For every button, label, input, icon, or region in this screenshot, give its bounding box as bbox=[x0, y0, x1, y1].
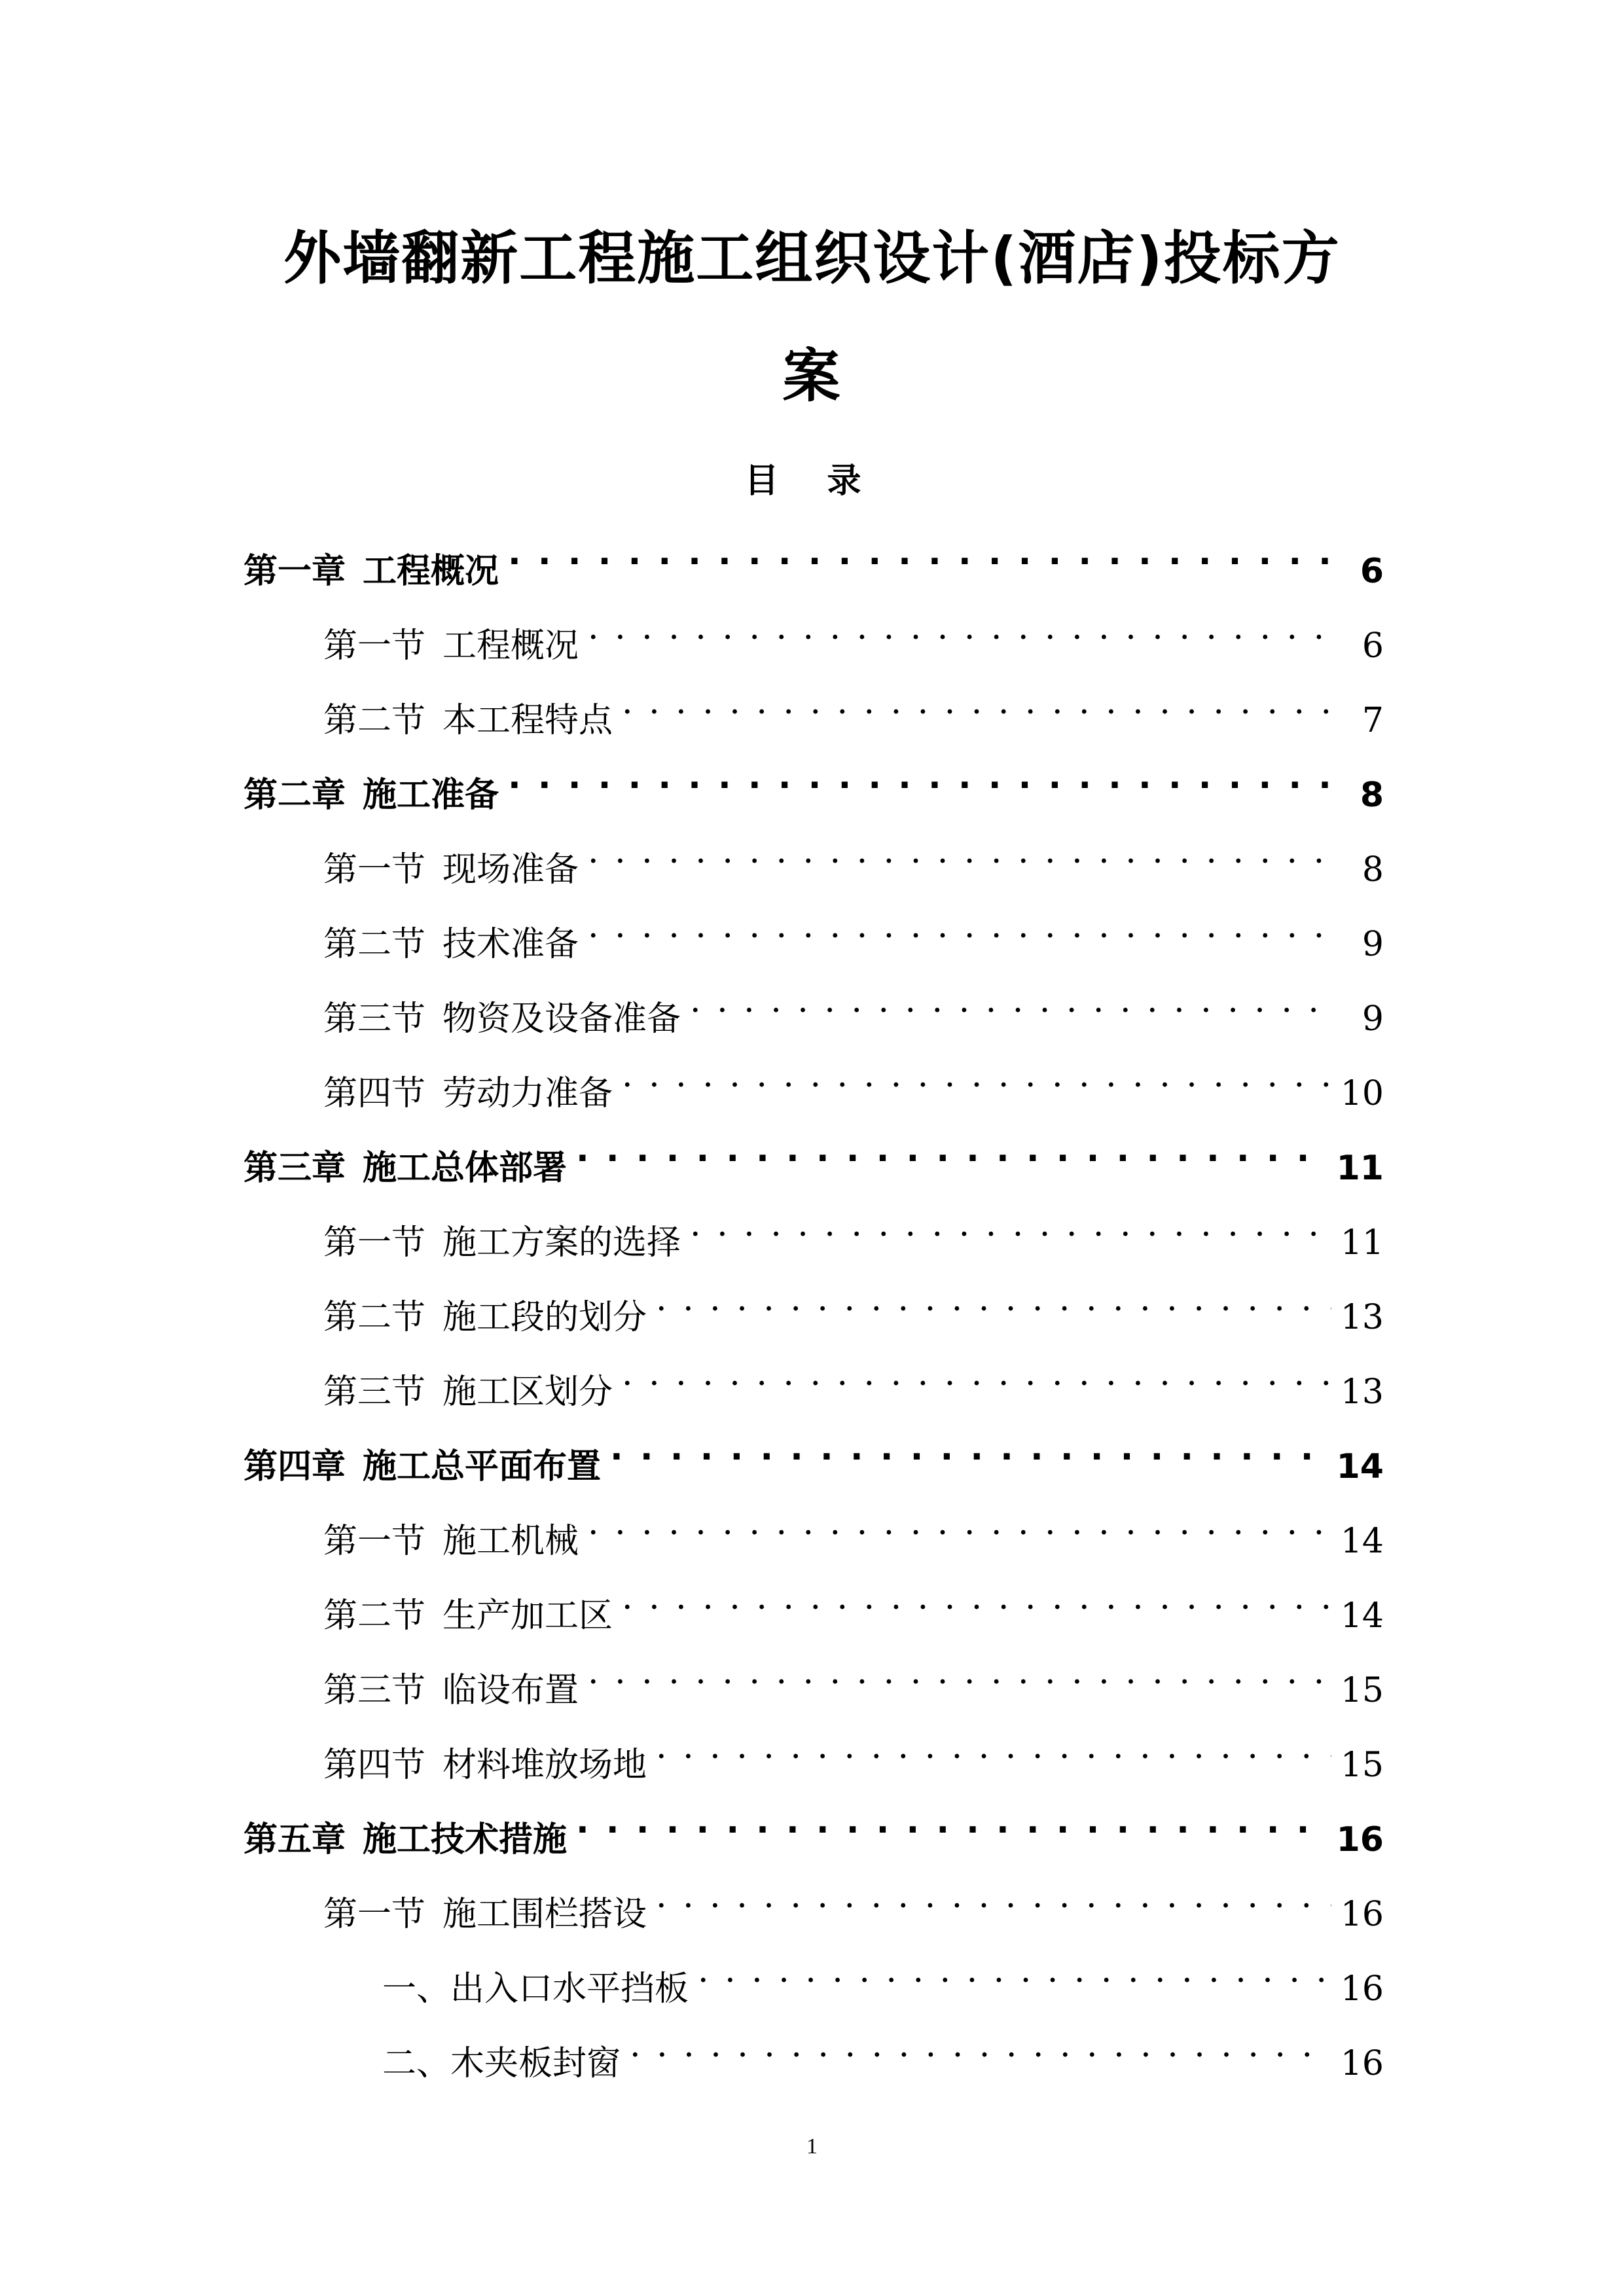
toc-entry-label bbox=[323, 1587, 613, 1645]
toc-entry-page-number: 9 bbox=[1362, 925, 1384, 964]
toc-entry-number: 第一节 bbox=[323, 850, 426, 889]
toc-entry-label bbox=[244, 766, 499, 825]
toc-dot-leader bbox=[622, 1344, 1331, 1403]
toc-entry-page-number: 16 bbox=[1340, 1969, 1384, 2009]
toc-entry-number: 第四节 bbox=[323, 1074, 426, 1113]
toc-chapter-entry[interactable] bbox=[244, 1121, 1384, 1195]
toc-dot-leader bbox=[690, 1195, 1331, 1254]
toc-entry-text: 本工程特点 bbox=[442, 701, 613, 740]
toc-entry-page-number: 10 bbox=[1340, 1074, 1384, 1113]
toc-entry-text: 施工方案的选择 bbox=[442, 1223, 681, 1263]
toc-entry-label bbox=[382, 2034, 621, 2093]
toc-entry-text: 工程概况 bbox=[363, 552, 499, 591]
toc-entry-page-number: 13 bbox=[1340, 1298, 1384, 1337]
toc-entry-label bbox=[323, 1512, 579, 1571]
toc-entry-label bbox=[382, 1960, 689, 2018]
toc-entry-label bbox=[323, 1736, 647, 1795]
toc-entry-text: 生产加工区 bbox=[442, 1596, 613, 1636]
toc-entry-label bbox=[323, 990, 681, 1049]
toc-entry-label bbox=[244, 542, 499, 601]
toc-section-entry[interactable] bbox=[244, 598, 1384, 673]
toc-entry-label bbox=[323, 1288, 647, 1347]
toc-entry-text: 物资及设备准备 bbox=[442, 999, 681, 1039]
toc-entry-text: 工程概况 bbox=[442, 626, 579, 666]
toc-entry-number: 第四章 bbox=[244, 1447, 346, 1486]
toc-entry-page-number: 11 bbox=[1336, 1149, 1384, 1188]
toc-entry-label bbox=[323, 840, 579, 899]
toc-section-entry[interactable] bbox=[244, 1494, 1384, 1568]
toc-entry-label bbox=[323, 1213, 681, 1272]
toc-entry-number: 第一节 bbox=[323, 1223, 426, 1263]
toc-entry-text: 劳动力准备 bbox=[442, 1074, 613, 1113]
toc-dot-leader bbox=[630, 2016, 1331, 2075]
toc-entry-label bbox=[244, 1437, 601, 1496]
toc-dot-leader bbox=[698, 1941, 1331, 2000]
toc-entry-label bbox=[323, 1363, 613, 1422]
toc-entry-number: 第二节 bbox=[323, 1596, 426, 1636]
toc-section-entry[interactable] bbox=[244, 897, 1384, 971]
toc-entry-page-number: 16 bbox=[1340, 1895, 1384, 1934]
toc-dot-leader bbox=[656, 1270, 1331, 1329]
toc-entry-text: 技术准备 bbox=[442, 925, 579, 964]
toc-entry-number: 第二章 bbox=[244, 776, 346, 815]
toc-dot-leader bbox=[622, 1568, 1331, 1627]
toc-entry-text: 材料堆放场地 bbox=[442, 1746, 647, 1785]
toc-entry-label bbox=[323, 691, 613, 750]
toc-entry-number: 第一节 bbox=[323, 626, 426, 666]
toc-dot-leader bbox=[588, 897, 1335, 956]
toc-section-entry[interactable] bbox=[244, 1568, 1384, 1643]
toc-chapter-entry[interactable] bbox=[244, 1792, 1384, 1867]
toc-heading: 目 录 bbox=[744, 461, 880, 501]
toc-entry-text: 施工区划分 bbox=[442, 1372, 613, 1412]
toc-entry-text: 施工准备 bbox=[363, 776, 499, 815]
toc-section-entry[interactable] bbox=[244, 673, 1384, 747]
toc-chapter-entry[interactable] bbox=[244, 1419, 1384, 1494]
toc-entry-page-number: 8 bbox=[1360, 776, 1384, 815]
toc-section-entry[interactable] bbox=[244, 1717, 1384, 1792]
toc-entry-page-number: 14 bbox=[1340, 1522, 1384, 1561]
toc-entry-label bbox=[323, 1661, 579, 1720]
toc-subsection-entry[interactable] bbox=[244, 2016, 1384, 2090]
toc-entry-page-number: 13 bbox=[1340, 1372, 1384, 1412]
toc-chapter-entry[interactable] bbox=[244, 747, 1384, 822]
table-of-contents bbox=[244, 524, 1384, 2090]
toc-dot-leader bbox=[588, 822, 1335, 881]
toc-entry-text: 二、木夹板封窗 bbox=[382, 2044, 621, 2083]
toc-dot-leader bbox=[588, 1643, 1331, 1702]
toc-entry-page-number: 15 bbox=[1340, 1746, 1384, 1785]
toc-section-entry[interactable] bbox=[244, 822, 1384, 897]
toc-entry-page-number: 11 bbox=[1340, 1223, 1384, 1263]
toc-entry-label bbox=[244, 1810, 567, 1869]
toc-entry-label bbox=[244, 1139, 567, 1198]
document-title-line-1: 外墙翻新工程施工组织设计(酒店)投标方 bbox=[283, 224, 1341, 292]
toc-dot-leader bbox=[588, 1494, 1331, 1552]
toc-subsection-entry[interactable] bbox=[244, 1941, 1384, 2016]
toc-dot-leader bbox=[588, 598, 1335, 657]
document-title-line-2: 案 bbox=[782, 342, 842, 410]
toc-entry-number: 第三节 bbox=[323, 1671, 426, 1710]
toc-entry-number: 第五章 bbox=[244, 1820, 346, 1859]
toc-entry-number: 第三节 bbox=[323, 1372, 426, 1412]
toc-entry-page-number: 15 bbox=[1340, 1671, 1384, 1710]
toc-entry-number: 第二节 bbox=[323, 701, 426, 740]
toc-dot-leader bbox=[622, 673, 1335, 732]
toc-section-entry[interactable] bbox=[244, 971, 1384, 1046]
toc-entry-page-number: 14 bbox=[1336, 1447, 1384, 1486]
toc-entry-text: 施工总平面布置 bbox=[363, 1447, 602, 1486]
toc-entry-page-number: 6 bbox=[1360, 552, 1384, 591]
toc-entry-page-number: 9 bbox=[1362, 999, 1384, 1039]
toc-entry-label bbox=[323, 617, 579, 675]
toc-entry-label bbox=[323, 1885, 647, 1944]
toc-entry-page-number: 6 bbox=[1362, 626, 1384, 666]
toc-entry-page-number: 7 bbox=[1362, 701, 1384, 740]
toc-entry-label bbox=[323, 1064, 613, 1123]
toc-entry-text: 临设布置 bbox=[442, 1671, 579, 1710]
toc-dot-leader bbox=[576, 1121, 1327, 1179]
toc-section-entry[interactable] bbox=[244, 1344, 1384, 1419]
toc-entry-page-number: 16 bbox=[1336, 1820, 1384, 1859]
toc-entry-number: 第三章 bbox=[244, 1149, 346, 1188]
toc-entry-number: 第一节 bbox=[323, 1895, 426, 1934]
toc-dot-leader bbox=[508, 524, 1335, 583]
toc-entry-text: 施工机械 bbox=[442, 1522, 579, 1561]
toc-section-entry[interactable] bbox=[244, 1195, 1384, 1270]
toc-dot-leader bbox=[508, 747, 1335, 806]
toc-dot-leader bbox=[610, 1419, 1327, 1478]
toc-entry-number: 第一章 bbox=[244, 552, 346, 591]
toc-entry-number: 第一节 bbox=[323, 1522, 426, 1561]
toc-dot-leader bbox=[690, 971, 1335, 1030]
toc-entry-text: 施工总体部署 bbox=[363, 1149, 568, 1188]
toc-section-entry[interactable] bbox=[244, 1046, 1384, 1121]
toc-entry-label bbox=[323, 915, 579, 974]
toc-entry-page-number: 8 bbox=[1362, 850, 1384, 889]
toc-dot-leader bbox=[656, 1867, 1331, 1926]
toc-dot-leader bbox=[576, 1792, 1327, 1851]
toc-entry-text: 一、出入口水平挡板 bbox=[382, 1969, 689, 2009]
toc-dot-leader bbox=[622, 1046, 1331, 1105]
toc-section-entry[interactable] bbox=[244, 1270, 1384, 1344]
toc-entry-text: 现场准备 bbox=[442, 850, 579, 889]
toc-entry-number: 第二节 bbox=[323, 925, 426, 964]
toc-entry-page-number: 16 bbox=[1340, 2044, 1384, 2083]
toc-dot-leader bbox=[656, 1717, 1331, 1776]
page-number: 1 bbox=[806, 2134, 818, 2159]
toc-chapter-entry[interactable] bbox=[244, 524, 1384, 598]
toc-entry-number: 第三节 bbox=[323, 999, 426, 1039]
toc-section-entry[interactable] bbox=[244, 1643, 1384, 1717]
toc-entry-text: 施工段的划分 bbox=[442, 1298, 647, 1337]
toc-section-entry[interactable] bbox=[244, 1867, 1384, 1941]
toc-entry-page-number: 14 bbox=[1340, 1596, 1384, 1636]
toc-entry-text: 施工技术措施 bbox=[363, 1820, 568, 1859]
toc-entry-number: 第四节 bbox=[323, 1746, 426, 1785]
toc-entry-text: 施工围栏搭设 bbox=[442, 1895, 647, 1934]
toc-entry-number: 第二节 bbox=[323, 1298, 426, 1337]
